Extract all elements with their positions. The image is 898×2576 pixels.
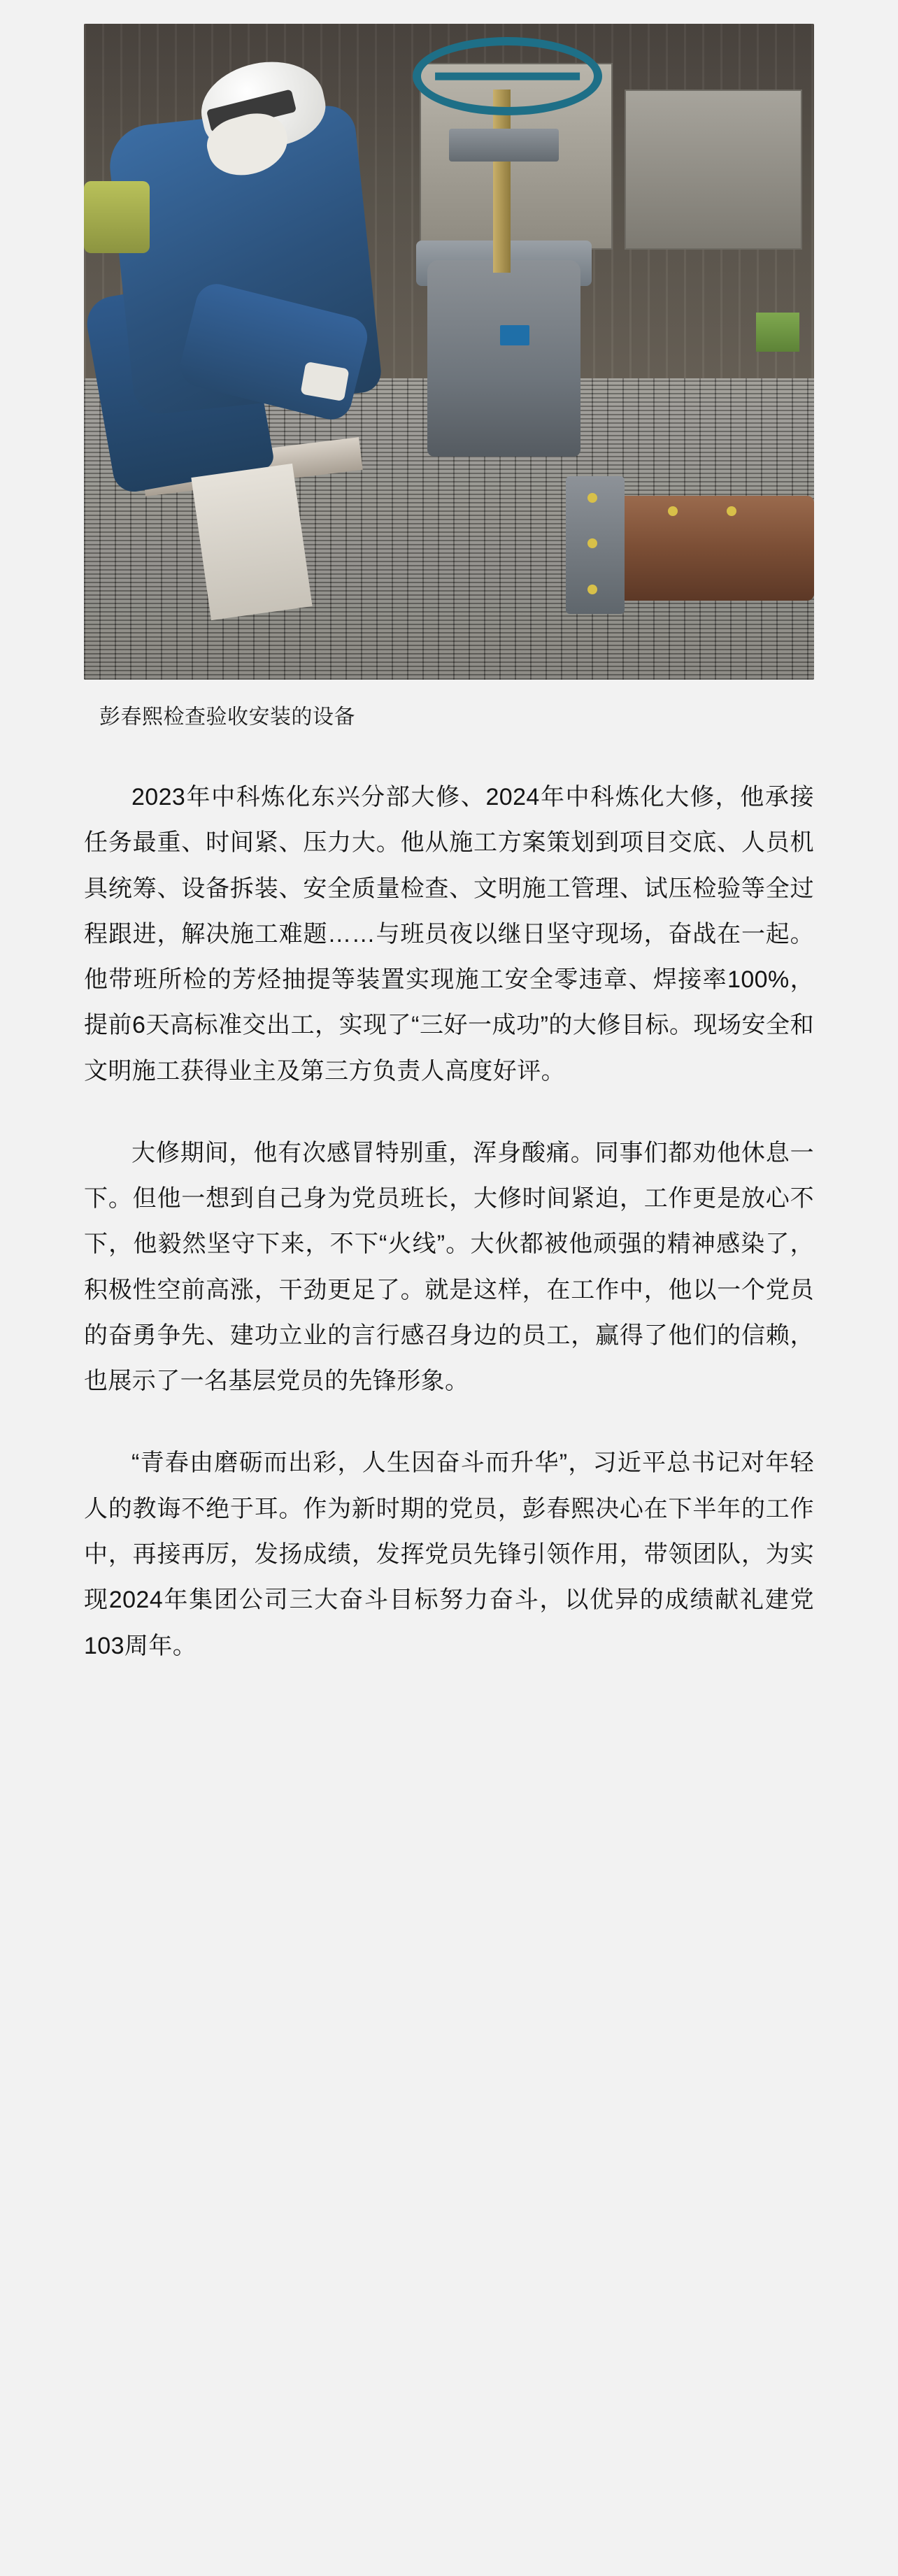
article-body [84,775,814,1669]
equipment-inspection-photo [84,24,814,680]
valve-blue-tag [500,325,529,345]
equipment-panel-b [625,90,803,250]
flange-bolt-icon [668,506,678,516]
article-figure [84,24,814,734]
article-paragraph: “青春由磨砺而出彩，人生因奋斗而升华”，习近平总书记对年轻人的教诲不绝于耳。作为新时期的党员，彭春熙决心在下半年的工作中，再接再厉，发扬成绩，发挥党员先锋引领作用，带领团队，为实现2024年集团公司三大奋斗目标努力奋斗，以优异的成绩献礼建党103周年。 [84,1450,814,1659]
figure-caption: 彭春熙检查验收安装的设备 [99,706,355,729]
flange-bolt-icon [727,506,736,516]
green-equipment-box [756,313,800,352]
valve-handwheel [413,37,602,116]
article-paragraph: 2023年中科炼化东兴分部大修、2024年中科炼化大修，他承接任务最重、时间紧、压力大。他从施工方案策划到项目交底、人员机具统筹、设备拆装、安全质量检查、文明施工管理、试压检验等全过程跟进，解决施工难题……与班员夜以继日坚守现场，奋战在一起。他带班所检的芳烃抽提等装置实现施工安全零违章、焊接率100%，提前6天高标准交出工，实现了“三好一成功”的大修目标。现场安全和文明施工获得业主及第三方负责人高度好评。 [84,784,814,1085]
article-paragraph: 大修期间，他有次感冒特别重，浑身酸痛。同事们都劝他休息一下。但他一想到自己身为党员班长，大修时间紧迫，工作更是放心不下，他毅然坚守下来，不下“火线”。大伙都被他顽强的精神感染了，积极性空前高涨，干劲更足了。就是这样，在工作中，他以一个党员的奋勇争先、建功立业的言行感召身边的员工，赢得了他们的信赖，也展示了一名基层党员的先锋形象。 [84,1139,814,1395]
industrial-valve-body [427,260,580,457]
valve-stem [493,90,511,273]
knee-pad [84,181,150,253]
white-insulation-strip [191,464,312,621]
valve-yoke-bracket [449,129,559,162]
